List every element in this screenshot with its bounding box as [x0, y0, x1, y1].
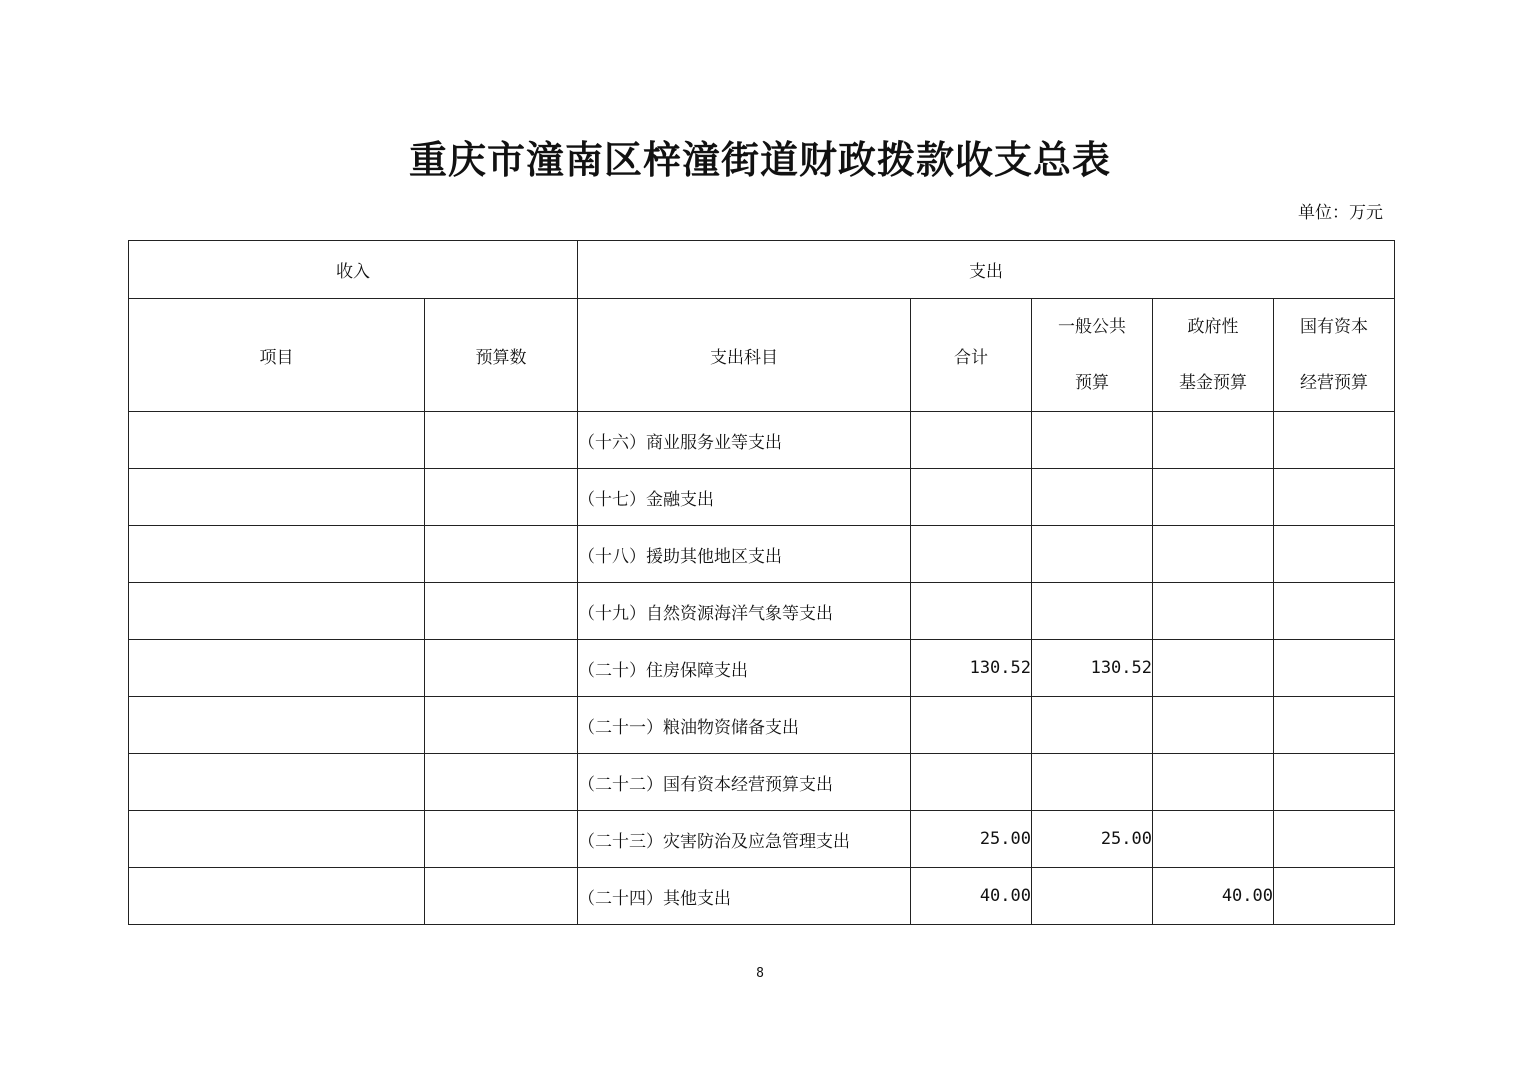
table-row: [129, 697, 1395, 754]
total-cell: [911, 526, 1032, 583]
capital-budget-cell: [1274, 640, 1395, 697]
gov-fund-header-line1: 政府性: [1187, 317, 1239, 337]
budget-cell: [425, 526, 578, 583]
budget-cell: [425, 412, 578, 469]
budget-amount-column-header: 预算数: [425, 299, 578, 412]
fund-budget-cell: [1153, 469, 1274, 526]
general-public-budget-column-header: [1032, 299, 1153, 412]
table-row: [129, 583, 1395, 640]
total-cell: [911, 469, 1032, 526]
capital-budget-cell: [1274, 868, 1395, 925]
fund-budget-cell: [1153, 754, 1274, 811]
item-cell: [129, 754, 425, 811]
fund-budget-cell: [1153, 412, 1274, 469]
fund-budget-cell: [1153, 583, 1274, 640]
total-cell: 130.52: [911, 640, 1032, 697]
capital-budget-cell: [1274, 754, 1395, 811]
fund-budget-cell: [1153, 697, 1274, 754]
subject-cell: （十六）商业服务业等支出: [578, 412, 911, 469]
budget-cell: [425, 811, 578, 868]
subject-cell: （十九）自然资源海洋气象等支出: [578, 583, 911, 640]
item-cell: [129, 640, 425, 697]
subject-cell: （二十二）国有资本经营预算支出: [578, 754, 911, 811]
budget-summary-table: [128, 240, 1395, 925]
general-budget-cell: [1032, 469, 1153, 526]
table-row: [129, 754, 1395, 811]
capital-budget-cell: [1274, 469, 1395, 526]
subject-cell: （二十）住房保障支出: [578, 640, 911, 697]
fund-budget-cell: [1153, 811, 1274, 868]
general-public-header-line2: 预算: [1075, 373, 1109, 393]
item-cell: [129, 583, 425, 640]
item-cell: [129, 469, 425, 526]
group-header-row: [129, 241, 1395, 299]
capital-budget-cell: [1274, 811, 1395, 868]
item-cell: [129, 526, 425, 583]
item-cell: [129, 811, 425, 868]
budget-cell: [425, 469, 578, 526]
total-cell: [911, 754, 1032, 811]
total-column-header: 合计: [911, 299, 1032, 412]
total-cell: [911, 697, 1032, 754]
total-cell: [911, 583, 1032, 640]
document-title: 重庆市潼南区梓潼街道财政拨款收支总表: [408, 137, 1111, 182]
budget-cell: [425, 640, 578, 697]
general-budget-cell: [1032, 526, 1153, 583]
capital-budget-cell: [1274, 412, 1395, 469]
fund-budget-cell: [1153, 640, 1274, 697]
table-row: [129, 526, 1395, 583]
general-budget-cell: [1032, 697, 1153, 754]
expenditure-group-header: 支出: [578, 241, 1395, 299]
item-cell: [129, 412, 425, 469]
general-budget-cell: [1032, 754, 1153, 811]
general-budget-cell: [1032, 583, 1153, 640]
fund-budget-cell: [1153, 526, 1274, 583]
table-row: [129, 640, 1395, 697]
general-budget-cell: [1032, 412, 1153, 469]
budget-cell: [425, 583, 578, 640]
budget-cell: [425, 697, 578, 754]
item-cell: [129, 697, 425, 754]
total-cell: [911, 412, 1032, 469]
gov-fund-header-line2: 基金预算: [1179, 373, 1247, 393]
subject-cell: （二十三）灾害防治及应急管理支出: [578, 811, 911, 868]
capital-budget-cell: [1274, 526, 1395, 583]
capital-budget-cell: [1274, 697, 1395, 754]
item-cell: [129, 868, 425, 925]
unit-label: 单位：万元: [1298, 203, 1383, 223]
state-capital-header-line2: 经营预算: [1300, 373, 1368, 393]
budget-cell: [425, 754, 578, 811]
capital-budget-cell: [1274, 583, 1395, 640]
table-row: [129, 868, 1395, 925]
table-body: [129, 241, 1395, 925]
table-row: [129, 412, 1395, 469]
subject-cell: （二十一）粮油物资储备支出: [578, 697, 911, 754]
general-public-header-line1: 一般公共: [1058, 317, 1126, 337]
column-header-row: [129, 299, 1395, 412]
gov-fund-budget-column-header: [1153, 299, 1274, 412]
table-row: [129, 469, 1395, 526]
general-budget-cell: 130.52: [1032, 640, 1153, 697]
general-budget-cell: 25.00: [1032, 811, 1153, 868]
total-cell: 40.00: [911, 868, 1032, 925]
subject-cell: （二十四）其他支出: [578, 868, 911, 925]
budget-cell: [425, 868, 578, 925]
page-number: 8: [756, 966, 764, 981]
general-budget-cell: [1032, 868, 1153, 925]
state-capital-budget-column-header: [1274, 299, 1395, 412]
subject-cell: （十八）援助其他地区支出: [578, 526, 911, 583]
subject-cell: （十七）金融支出: [578, 469, 911, 526]
table-row: [129, 811, 1395, 868]
subject-column-header: 支出科目: [578, 299, 911, 412]
fund-budget-cell: 40.00: [1153, 868, 1274, 925]
state-capital-header-line1: 国有资本: [1300, 317, 1368, 337]
total-cell: 25.00: [911, 811, 1032, 868]
item-column-header: 项目: [129, 299, 425, 412]
income-group-header: 收入: [129, 241, 578, 299]
